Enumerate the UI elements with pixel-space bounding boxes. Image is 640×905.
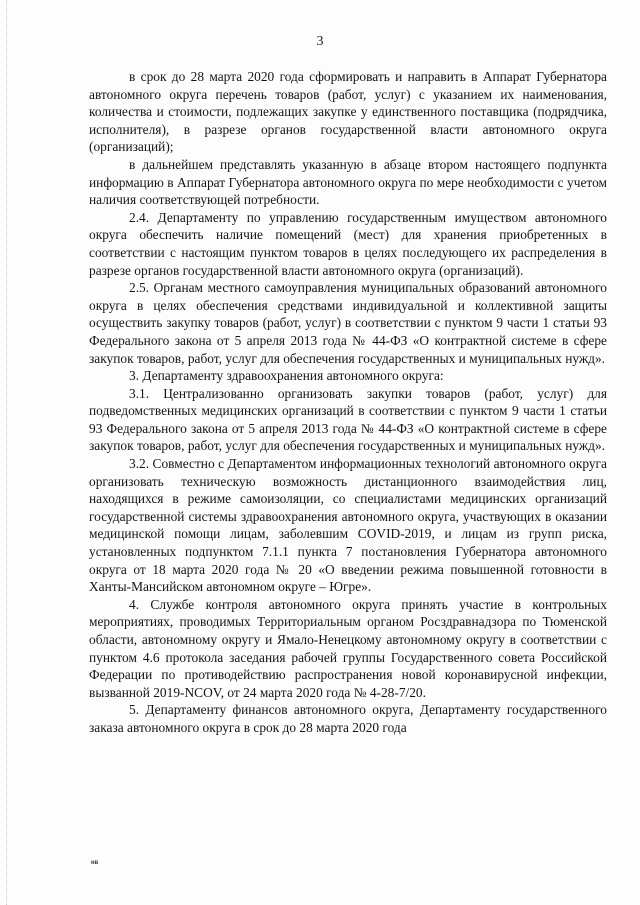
page-edge-line <box>6 0 8 905</box>
footer-mark: нв <box>91 860 99 866</box>
paragraph: 3. Департаменту здравоохранения автономного округа: <box>129 368 444 384</box>
paragraph: 5. Департаменту финансов автономного округа, Департаменту государственного заказа автономного округа в срок до 28 марта 2020 года <box>89 702 607 735</box>
paragraph: в срок до 28 марта 2020 года сформировать и направить в Аппарат Губернатора автономного округа перечень товаров (работ, услуг) с указанием их наименования, количества и стоимости, подлежащих закупке у единственного поставщика (подрядчика, исполнителя), в разрезе органов государственной власти автономного округа (организаций); <box>89 69 607 155</box>
paragraph: 4. Службе контроля автономного округа принять участие в контрольных мероприятиях, проводимых Территориальным органом Росздравнадзора по Тюменской области, автономному округу и Ямало-Ненецкому автономному округу в соответствии с пунктом 4.6 протокола заседания рабочей группы Государственного совета Российской Федерации по противодействию распространения новой коронавирусной инфекции, вызванной 2019-NCOV, от 24 марта 2020 года № 4-28-7/20. <box>89 596 607 700</box>
paragraph: 3.2. Совместно с Департаментом информационных технологий автономного округа организовать техническую возможность дистанционного взаимодействия лиц, находящихся в режиме самоизоляции, со специалистами медицинских организаций государственной системы здравоохранения автономного округа, участвующих в оказании медицинской помощи лицам, заболевшим COVID-2019, и лицам из групп риска, установленных подпунктом 7.1.1 пункта 7 постановления Губернатора автономного округа от 18 марта 2020 года № 20 «О введении режима повышенной готовности в Ханты-Мансийском автономном округе – Югре». <box>89 456 607 595</box>
paragraph: 2.5. Органам местного самоуправления муниципальных образований автономного округа в целях обеспечения средствами индивидуальной и коллективной защиты осуществить закупку товаров (работ, услуг) в соответствии с пунктом 9 части 1 статьи 93 Федерального закона от 5 апреля 2013 года № 44-ФЗ «О контрактной системе в сфере закупок товаров, работ, услуг для обеспечения государственных и муниципальных нужд». <box>89 280 607 366</box>
page-number: 3 <box>316 34 324 49</box>
document-body <box>89 68 607 737</box>
paragraph: 2.4. Департаменту по управлению государственным имуществом автономного округа обеспечить наличие помещений (мест) для хранения приобретенных в соответствии с настоящим пунктом товаров в целях последующего их распределения в разрезе органов государственной власти автономного округа (организаций). <box>89 209 607 278</box>
paragraph: 3.1. Централизованно организовать закупки товаров (работ, услуг) для подведомственных медицинских организаций в соответствии с пунктом 9 части 1 статьи 93 Федерального закона от 5 апреля 2013 года № 44-ФЗ «О контрактной системе в сфере закупок товаров, работ, услуг для обеспечения государственных и муниципальных нужд». <box>89 385 607 454</box>
paragraph: в дальнейшем представлять указанную в абзаце втором настоящего подпункта информацию в Аппарат Губернатора автономного округа по мере необходимости с учетом наличия соответствующей потребности. <box>89 156 607 208</box>
